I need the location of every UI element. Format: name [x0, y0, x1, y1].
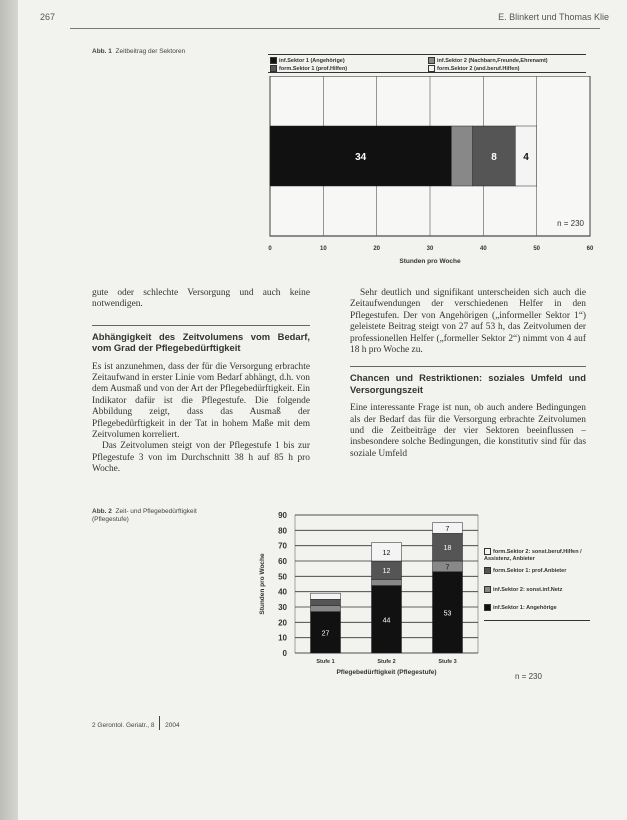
footer-year: 2004	[165, 722, 180, 729]
chart2-x-tick-label: Stufe 2	[377, 659, 396, 665]
chart2-data-label: 12	[382, 568, 391, 576]
chart2-data-label: 7	[445, 564, 450, 572]
chart2-x-axis-label: Pflegebedürftigkeit (Pflegestufe)	[336, 669, 437, 676]
chart2-y-tick-label: 50	[278, 572, 287, 582]
chart1-data-label: 8	[491, 152, 497, 163]
running-header: E. Blinkert und Thomas Klie	[498, 12, 609, 22]
left-paragraph-top: gute oder schlechte Versorgung und auch keine notwendigen.	[92, 288, 310, 310]
figure2-legend-item-form1: form.Sektor 1: prof.Anbieter	[484, 567, 566, 574]
left-paragraph-2: Das Zeitvolumen steigt von der Pflegestufe 1 bis zur Pflegestufe 3 von im Durchschnitt 38 h auf 85 h pro Woche.	[92, 441, 310, 475]
chart1-x-tick-label: 20	[373, 246, 381, 252]
chart2-bar-segment	[311, 599, 341, 605]
chart1-x-tick-label: 40	[479, 246, 487, 252]
chart2-y-tick-label: 80	[278, 526, 287, 536]
footer-journal: 2 Gerontol. Geriatr.	[92, 722, 148, 729]
page-number: 267	[40, 12, 56, 22]
chart1-x-axis-label: Stunden pro Woche	[399, 258, 461, 265]
page-footer: 2 Gerontol. Geriatr., 8 2004	[92, 716, 180, 730]
chart1-bar-segment	[451, 126, 472, 186]
figure2-legend-item-inf1: inf.Sektor 1: Angehörige	[484, 604, 557, 611]
chart1-x-tick-label: 50	[533, 246, 541, 252]
footer-volume: 8	[150, 722, 155, 729]
right-heading-rule	[350, 366, 586, 367]
chart2-y-tick-label: 90	[278, 511, 287, 520]
header-rule	[70, 28, 600, 29]
right-paragraph-2: Eine interessante Frage ist nun, ob auch andere Bedingungen als der Bedarf das für die Versorgung erbrachte Zeitvolumen und die Zeitbeiträge der vier Sektoren beeinflussen – insbesondere solche Bedingungen, die konstitutiv sind für das soziale Umfeld	[350, 403, 586, 459]
figure1-bar-chart	[250, 76, 610, 271]
right-paragraph-1: Sehr deutlich und signifikant unterscheiden sich auch die Zeitaufwendungen der verschiedenen Helfer in den Pflegestufen. Der von Angehörigen („informeller Sektor 1“) geleistete Beitrag steigt von 27 auf 53 h, das Zeitvolumen der professionellen Helfer („formeller Sektor 2“) nimmt von 4 auf 18 h pro Woche zu.	[350, 288, 586, 356]
right-column	[350, 288, 586, 468]
figure1-legend-item-inf2: inf.Sektor 2 (Nachbarn,Freunde,Ehrenamt)	[428, 57, 548, 64]
figure1-caption-label: Abb. 1	[92, 48, 112, 55]
chart2-y-tick-label: 60	[278, 557, 287, 566]
chart2-y-tick-label: 0	[282, 649, 287, 658]
chart1-x-tick-label: 60	[586, 246, 594, 252]
chart2-x-tick-label: Stufe 1	[316, 659, 335, 665]
figure2-caption-text: Zeit- und Pflegebedürftigkeit (Pflegestufe)	[92, 508, 197, 523]
chart2-y-tick-label: 40	[278, 587, 287, 597]
left-paragraph-1: Es ist anzunehmen, dass der für die Versorgung erbrachte Zeitaufwand in erster Linie vom Bedarf abhängt, d.h. von dem Ausmaß und von der Art der Pflegebedürftigkeit. Ein Indikator dafür ist die Pflegestufe. Die folgende Abbildung zeigt, dass das Ausmaß der Pflegebedürftigkeit in der Tat in hohem Maße mit dem Zeitvolumen korreliert.	[92, 361, 310, 441]
chart2-data-label: 27	[321, 630, 330, 638]
figure2-legend-rule	[484, 620, 590, 621]
figure1-caption-text: Zeitbeitrag der Sektoren	[115, 48, 186, 55]
chart1-data-label: 4	[523, 152, 529, 163]
chart2-bar-segment	[311, 605, 341, 611]
chart2-y-tick-label: 10	[278, 633, 287, 643]
figure2-legend-item-inf2: inf.Sektor 2: sonst.inf.Netz	[484, 586, 562, 593]
figure2-caption	[92, 508, 232, 524]
figure1-legend-rule-bottom	[268, 72, 586, 73]
chart2-x-tick-label: Stufe 3	[438, 659, 457, 665]
book-binding-shadow	[0, 0, 18, 820]
chart1-x-tick-label: 10	[319, 246, 327, 252]
chart1-n-label: n = 230	[557, 219, 584, 228]
figure2-legend-item-form2: form.Sektor 2: sonst.beruf.Hilfen / Assistenz, Anbieter	[484, 548, 582, 562]
figure2-stacked-bar-chart	[250, 505, 600, 685]
left-section-heading: Abhängigkeit des Zeitvolumens vom Bedarf, vom Grad der Pflegebedürftigkeit	[92, 330, 310, 354]
figure2-caption-label: Abb. 2	[92, 508, 112, 515]
chart2-data-label: 12	[382, 549, 391, 557]
chart1-x-tick-label: 0	[268, 246, 272, 252]
chart2-y-axis-label: Stunden pro Woche	[259, 553, 266, 615]
chart2-bar-segment	[372, 579, 402, 585]
chart2-y-tick-label: 70	[278, 541, 287, 551]
figure2-n-label: n = 230	[515, 672, 542, 681]
chart2-bar-segment	[311, 593, 341, 599]
chart1-x-tick-label: 30	[426, 246, 434, 252]
chart2-data-label: 18	[443, 545, 452, 553]
chart2-data-label: 53	[443, 610, 452, 618]
chart2-y-tick-label: 20	[278, 618, 287, 628]
left-column	[92, 288, 310, 484]
chart2-data-label: 7	[445, 526, 450, 534]
figure1-caption	[92, 48, 262, 56]
figure1-legend-item-form1: form.Sektor 1 (prof.Hilfen)	[270, 65, 347, 72]
left-heading-rule	[92, 325, 310, 326]
figure1-legend-item-inf1: inf.Sektor 1 (Angehörige)	[270, 57, 345, 64]
figure1-legend-rule-top	[268, 54, 586, 55]
footer-divider	[159, 716, 160, 730]
chart2-data-label: 44	[382, 617, 391, 625]
figure1-legend-item-form2: form.Sektor 2 (and.beruf.Hilfen)	[428, 65, 520, 72]
right-section-heading: Chancen und Restriktionen: soziales Umfeld und Versorgungszeit	[350, 372, 586, 395]
chart1-data-label: 34	[355, 152, 367, 163]
chart2-y-tick-label: 30	[278, 603, 287, 612]
